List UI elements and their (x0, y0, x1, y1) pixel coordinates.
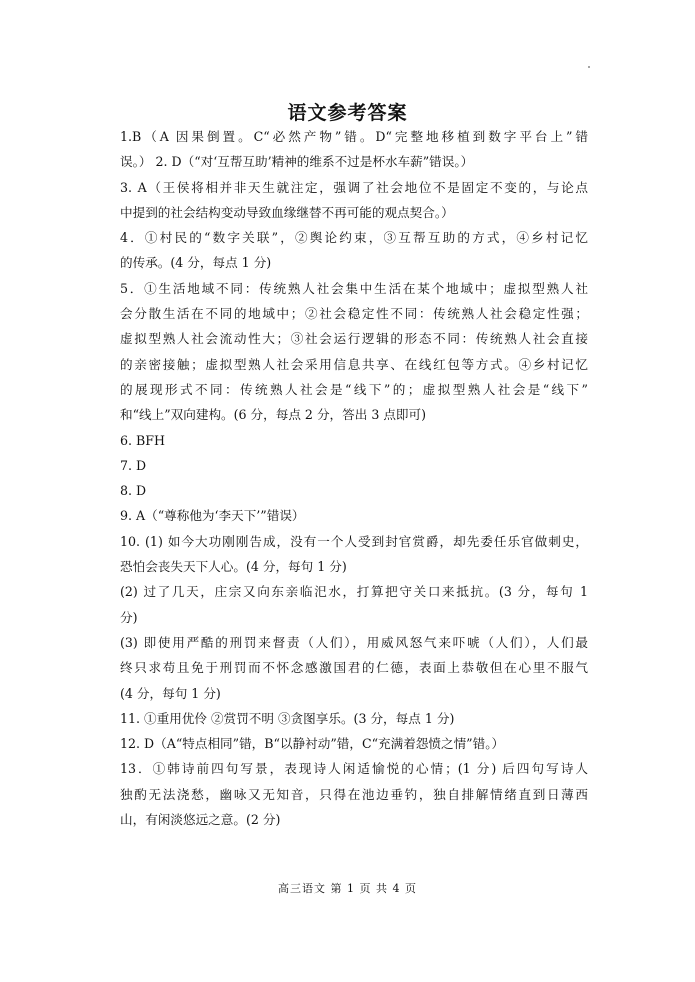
answer-line: 7. D (120, 457, 147, 473)
answer-line: 恐怕会丧失天下人心。(4 分，每句 1 分) (120, 559, 347, 575)
answer-line: 4．①村民的“数字关联”，②舆论约束，③互帮互助的方式，④乡村记忆 (120, 230, 588, 246)
answer-line: 8. D (120, 483, 147, 499)
answer-line: 13．①韩诗前四句写景，表现诗人闲适愉悦的心情；(1 分) 后四句写诗人 (120, 761, 588, 777)
scan-dot (588, 66, 590, 68)
page-title: 语文参考答案 (287, 102, 408, 124)
page-footer: 高三语文 第 1 页 共 4 页 (278, 882, 417, 895)
answer-line: 6. BFH (120, 432, 165, 448)
answer-line: 12. D（A“特点相同”错，B“以静衬动”错，C“充满着怨愤之情”错。） (120, 736, 505, 752)
answer-line: 会分散生活在不同的地域中；②社会稳定性不同：传统熟人社会稳定性强； (120, 306, 588, 322)
answer-line: 1.B（A 因果倒置。C“必然产物”错。D“完整地移植到数字平台上”错 (120, 129, 588, 144)
answer-line: 山，有闲淡悠远之意。(2 分) (120, 812, 281, 828)
answer-line: (3) 即使用严酷的刑罚来督责（人们），用威风怒气来吓唬（人们），人们最 (120, 634, 588, 650)
answer-body (120, 124, 588, 832)
answer-line: 9. A（“尊称他为‘李天下’”错误） (120, 508, 305, 524)
answer-line: 10. (1) 如今大功刚刚告成，没有一个人受到封官赏爵，却先委任乐官做刺史， (120, 533, 588, 549)
answer-line: 的展现形式不同：传统熟人社会是“线下”的；虚拟型熟人社会是“线下” (120, 381, 588, 397)
answer-line: 3. A（王侯将相并非天生就注定，强调了社会地位不是固定不变的，与论点 (120, 179, 588, 195)
answer-line: 终只求苟且免于刑罚而不怀念感激国君的仁德，表面上恭敬但在心里不服气 (120, 660, 588, 676)
answer-line: (2) 过了几天，庄宗又向东亲临汜水，打算把守关口来抵抗。(3 分，每句 1 (120, 584, 588, 600)
answer-line: 的传承。(4 分，每点 1 分) (120, 255, 272, 271)
answer-line: 虚拟型熟人社会流动性大；③社会运行逻辑的形态不同：传统熟人社会直接 (120, 331, 588, 347)
answer-line: 11. ①重用优伶 ②赏罚不明 ③贪图享乐。(3 分，每点 1 分) (120, 710, 455, 726)
answer-line: 5．①生活地域不同：传统熟人社会集中生活在某个地域中；虚拟型熟人社 (120, 280, 588, 296)
answer-line: 中提到的社会结构变动导致血缘继替不再可能的观点契合。） (120, 204, 454, 220)
answer-line: 和“线上”双向建构。(6 分，每点 2 分，答出 3 点即可) (120, 407, 427, 423)
answer-line: 的亲密接触；虚拟型熟人社会采用信息共享、在线红包等方式。④乡村记忆 (120, 356, 588, 372)
answer-line: 独酌无法浇愁，幽咏又无知音，只得在池边垂钓，独自排解情绪直到日薄西 (120, 786, 588, 802)
answer-line: 误。） 2. D（“对‘互帮互助’精神的维系不过是杯水车薪”错误。） (120, 154, 474, 170)
answer-line: (4 分，每句 1 分) (120, 685, 221, 701)
answer-line: 分) (120, 609, 138, 625)
